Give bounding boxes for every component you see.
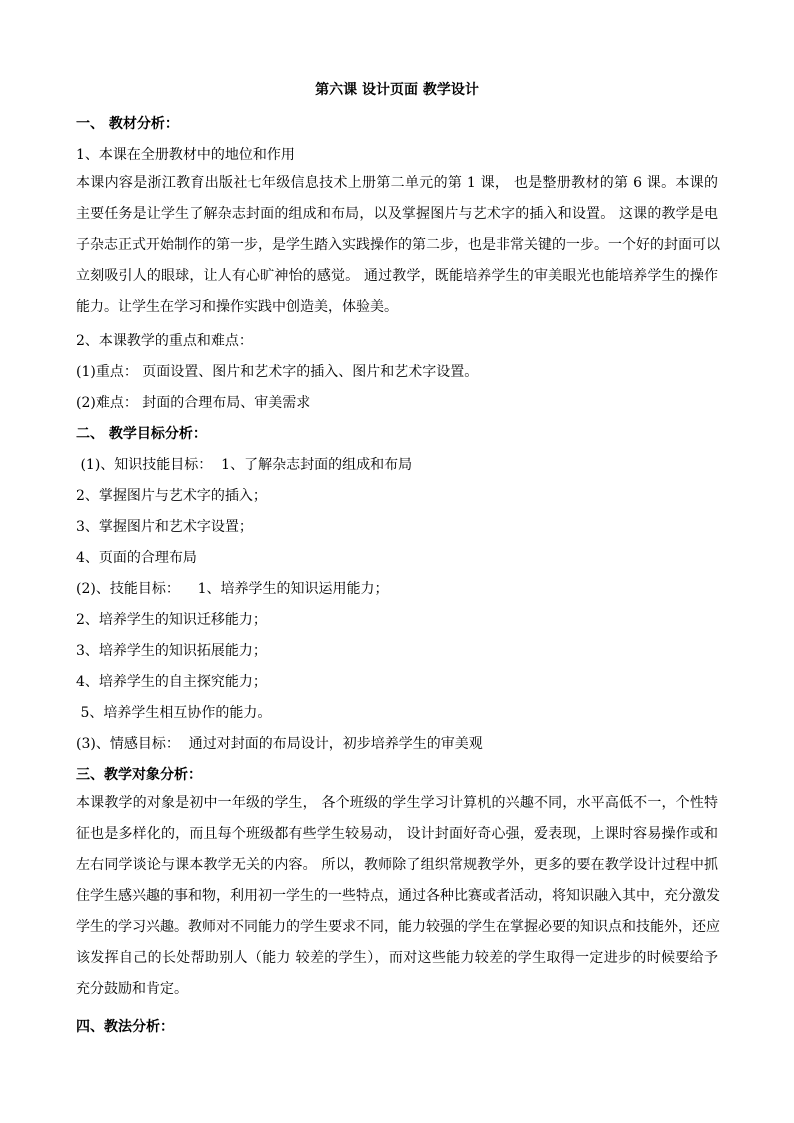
- paragraph-line: 能力。让学生在学习和操作实践中创造美，体验美。: [76, 299, 398, 315]
- paragraph-line: 该发挥自己的长处帮助别人（能力 较差的学生），而对这些能力较差的学生取得一定进步的时候要给予: [76, 950, 718, 966]
- section-heading-textbook-analysis: 一、 教材分析：: [76, 116, 179, 132]
- paragraph-line: 左右同学谈论与课本教学无关的内容。 所以，教师除了组织常规教学外，更多的要在教学设计过程中抓: [76, 857, 718, 873]
- paragraph-teaching-audience: [76, 788, 718, 1005]
- objective-line: 5、培养学生相互协作的能力。: [76, 705, 272, 721]
- document-title: 第六课 设计页面 教学设计: [315, 82, 479, 98]
- section-heading-teaching-method: 四、教法分析：: [76, 1019, 174, 1035]
- objective-line: 4、页面的合理布局: [76, 550, 197, 566]
- paragraph-line: 本课内容是浙江教育出版社七年级信息技术上册第二单元的第 1 课， 也是整册教材的第 6 课。本课的: [76, 175, 718, 191]
- objective-line: 2、培养学生的知识迁移能力；: [76, 612, 267, 628]
- objective-line: 3、培养学生的知识拓展能力；: [76, 643, 267, 659]
- paragraph-line: 立刻吸引人的眼球，让人有心旷神怡的感觉。 通过教学，既能培养学生的审美眼光也能培养学生的操作: [76, 268, 718, 284]
- objective-line: 3、掌握图片和艺术字设置；: [76, 519, 253, 535]
- objective-line: 4、培养学生的自主探究能力；: [76, 674, 267, 690]
- paragraph-line: 子杂志正式开始制作的第一步，是学生踏入实践操作的第二步，也是非常关键的一步。一个好的封面可以: [76, 237, 720, 253]
- paragraph-line: 主要任务是让学生了解杂志封面的组成和布局，以及掌握图片与艺术字的插入和设置。 这课的教学是电: [76, 206, 718, 222]
- section-heading-teaching-audience: 三、教学对象分析：: [76, 767, 202, 783]
- paragraph-textbook-analysis: [76, 168, 718, 323]
- objective-line: (1)、知识技能目标： 1、了解杂志封面的组成和布局: [76, 457, 413, 473]
- subheading-key-and-difficult-points: 2、本课教学的重点和难点：: [76, 333, 253, 349]
- subheading-position-and-role: 1、本课在全册教材中的地位和作用: [76, 147, 295, 163]
- objective-line: (3)、情感目标： 通过对封面的布局设计，初步培养学生的审美观: [76, 736, 483, 752]
- objective-line: 2、掌握图片与艺术字的插入；: [76, 488, 267, 504]
- paragraph-line: 征也是多样化的，而且每个班级都有些学生较易动， 设计封面好奇心强，爱表现，上课时容易操作或和: [76, 826, 718, 842]
- paragraph-line: 本课教学的对象是初中一年级的学生， 各个班级的学生学习计算机的兴趣不同，水平高低不一，个性特: [76, 795, 718, 811]
- paragraph-line: 充分鼓励和肯定。: [76, 981, 188, 997]
- key-point-line: (1)重点： 页面设置、图片和艺术字的插入、图片和艺术字设置。: [76, 364, 479, 380]
- section-heading-teaching-objectives: 二、 教学目标分析：: [76, 426, 207, 442]
- paragraph-line: 学生的学习兴趣。教师对不同能力的学生要求不同，能力较强的学生在掌握必要的知识点和技能外，还应: [76, 919, 720, 935]
- difficult-point-line: (2)难点： 封面的合理布局、审美需求: [76, 395, 311, 411]
- paragraph-line: 住学生感兴趣的事和物，利用初一学生的一些特点，通过各种比赛或者活动，将知识融入其中，充分激发: [76, 888, 720, 904]
- objective-line: (2)、技能目标： 1、培养学生的知识运用能力；: [76, 581, 389, 597]
